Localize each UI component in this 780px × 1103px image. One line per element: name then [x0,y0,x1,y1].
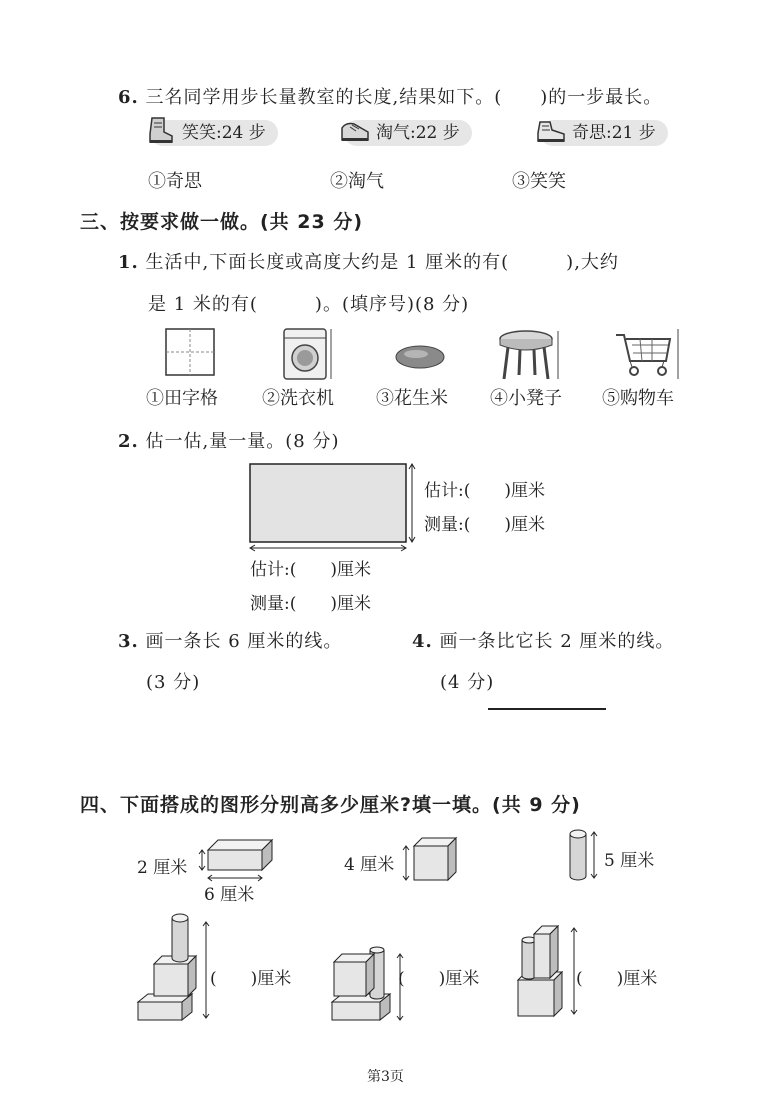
s3-q2-row [118,427,339,453]
s3-q1-line1 [118,248,619,274]
q6-text-row [118,83,662,109]
q6-option-3[interactable]: ③笑笑 [512,171,566,192]
q6-item-value: :21 步 [606,123,656,143]
page-number: 第3页 [367,1069,404,1085]
grid-box-icon [160,325,220,381]
slab-block [196,838,278,884]
s3-q1-item-2: ②洗衣机 [262,388,334,409]
s3-q2-side-measure[interactable]: 测量:( )厘米 [424,515,545,535]
s3-q2-bottom-estimate[interactable]: 估计:( )厘米 [250,560,371,580]
cylinder-block [566,826,602,884]
s3-q3-text: 画一条长 6 厘米的线。 [145,631,343,652]
q6-number: 6. [118,87,139,108]
cylinder-height-label: 5 厘米 [604,851,655,871]
stack-figure-1 [134,908,214,1026]
q6-item-name: 奇思 [572,123,606,143]
q6-item-taoqi [344,120,472,146]
s3-q1-item-4: ④小凳子 [490,388,562,409]
q6-item-xiaoxiao [150,120,278,146]
section3-title: 三、按要求做一做。(共 23 分) [80,211,364,233]
q6-option-2[interactable]: ②淘气 [330,171,384,192]
reference-line [488,708,606,710]
s3-q2-text: 估一估,量一量。(8 分) [145,431,340,452]
s3-q1-line2: 是 1 米的有( )。(填序号)(8 分) [148,294,470,315]
s3-q1-number: 1. [118,252,139,273]
s3-q2-number: 2. [118,431,139,452]
shopping-cart-icon [612,325,682,383]
s3-q1-item-1: ①田字格 [146,388,218,409]
washing-machine-icon [276,325,336,383]
q6-item-value: :24 步 [216,123,266,143]
s3-q4-number: 4. [412,631,433,652]
slab-width-label: 6 厘米 [204,885,255,905]
s3-q3-number: 3. [118,631,139,652]
measure-rectangle [244,460,420,554]
sneaker-icon [338,114,374,150]
section4-title: 四、下面搭成的图形分别高多少厘米?填一填。(共 9 分) [80,794,581,816]
cube-block [400,834,460,884]
boot-icon [144,114,180,150]
s3-q3-row [118,627,342,653]
q6-item-name: 淘气 [376,123,410,143]
s3-q1-item-5: ⑤购物车 [602,388,674,409]
stack-1-answer[interactable]: ( )厘米 [210,969,292,989]
stack-2-answer[interactable]: ( )厘米 [398,969,480,989]
q6-text: 三名同学用步长量教室的长度,结果如下。( )的一步最长。 [145,87,663,108]
q6-item-name: 笑笑 [182,123,216,143]
s3-q2-bottom-measure[interactable]: 测量:( )厘米 [250,594,371,614]
peanut-icon [390,340,450,374]
stack-3-answer[interactable]: ( )厘米 [576,969,658,989]
s3-q1-text1: 生活中,下面长度或高度大约是 1 厘米的有( ),大约 [145,252,619,273]
shoe-icon [534,114,570,150]
slab-height-label: 2 厘米 [137,858,188,878]
s3-q2-side-estimate[interactable]: 估计:( )厘米 [424,481,545,501]
s3-q4-score: (4 分) [440,672,495,693]
stack-figure-2 [328,940,408,1026]
s3-q4-row [412,627,674,653]
q6-item-value: :22 步 [410,123,460,143]
q6-item-qisi [540,120,668,146]
q6-option-1[interactable]: ①奇思 [148,171,202,192]
stack-figure-3 [514,914,584,1026]
stool-icon [494,325,564,383]
s3-q4-text: 画一条比它长 2 厘米的线。 [439,631,675,652]
s3-q1-item-3: ③花生米 [376,388,448,409]
s3-q3-score: (3 分) [146,672,201,693]
cube-height-label: 4 厘米 [344,855,395,875]
